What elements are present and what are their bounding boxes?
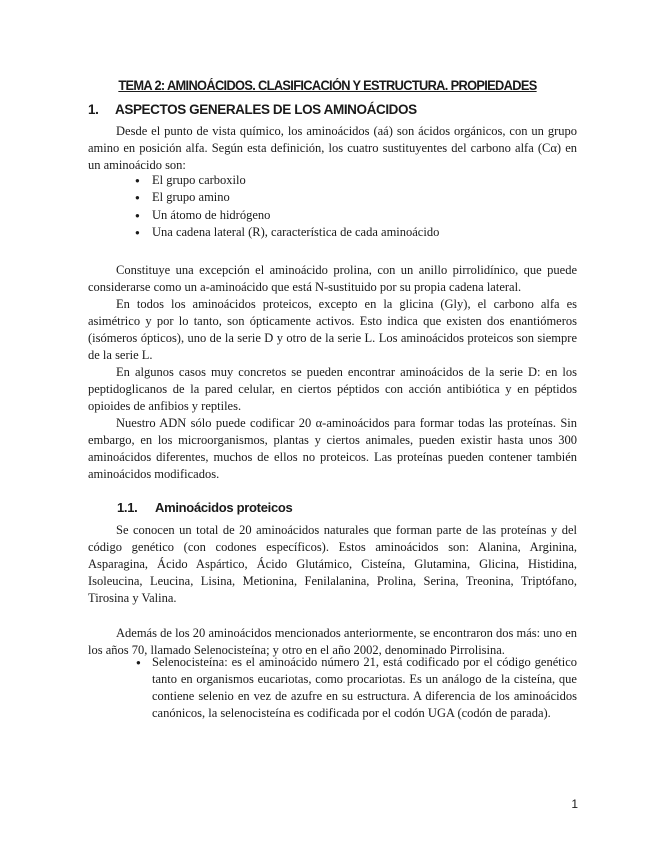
paragraph-2: Constituye una excepción el aminoácido prolina, con un anillo pirrolidínico, que puede considerarse como un a-aminoácido que está N-sustituido por su propia cadena lateral. (88, 263, 577, 294)
section-heading-1-1 (117, 500, 292, 515)
paragraph-1: Desde el punto de vista químico, los aminoácidos (aá) son ácidos orgánicos, con un grupo amino en posición alfa. Según esta definición, los cuatro sustituyentes del carbono alfa (Cα) en un aminoácido son: (88, 124, 577, 172)
list-item: ● Un átomo de hidrógeno (135, 207, 439, 224)
paragraph-7: Además de los 20 aminoácidos mencionados anteriormente, se encontraron dos más: uno en los años 70, llamado Selenocisteína; y otro en el año 2002, denominado Pirrolisina. (88, 626, 577, 657)
document-title: TEMA 2: AMINOÁCIDOS. CLASIFICACIÓN Y ESTRUCTURA. PROPIEDADES (118, 78, 537, 93)
paragraph-3: En todos los aminoácidos proteicos, excepto en la glicina (Gly), el carbono alfa es asimétrico y por lo tanto, son ópticamente activos. Esto indica que existen dos enantiómeros (isómeros ópticos), uno de la serie D y otro de la serie L. Los aminoácidos proteicos son siempre de la serie L. (88, 297, 577, 362)
section-heading-1 (88, 102, 417, 117)
list-item: ● Una cadena lateral (R), característica de cada aminoácido (135, 224, 439, 241)
page-number: 1 (571, 797, 578, 811)
section-title: Aminoácidos proteicos (155, 500, 293, 515)
paragraph-5: Nuestro ADN sólo puede codificar 20 α-aminoácidos para formar todas las proteínas. Sin embargo, en los microorganismos, plantas y ciertos animales, pueden existir hasta unos 300 aminoácidos diferentes, muchos de ellos no proteicos. Las proteínas pueden contener también aminoácidos modificados. (88, 416, 577, 481)
list-item: ● El grupo amino (135, 189, 439, 206)
bullet-list-extra-aminoacids (136, 654, 577, 722)
paragraph-4: En algunos casos muy concretos se pueden encontrar aminoácidos de la serie D: en los peptidoglicanos de la pared celular, en ciertos péptidos con acción antibiótica y en péptidos opioides de anfibios y reptiles. (88, 365, 577, 413)
section-number: 1. (88, 102, 99, 117)
section-title: ASPECTOS GENERALES DE LOS AMINOÁCIDOS (115, 102, 417, 117)
paragraph-6: Se conocen un total de 20 aminoácidos naturales que forman parte de las proteínas y del código genético (con codones específicos). Estos aminoácidos son: Alanina, Arginina, Asparagina, Ácido Aspártico, Ácido Glutámico, Cisteína, Glutamina, Glicina, Histidina, Isoleucina, Leucina, Lisina, Metionina, Fenilalanina, Prolina, Serina, Treonina, Triptófano, Tirosina y Valina. (88, 523, 577, 605)
section-number: 1.1. (117, 500, 138, 515)
list-item: ● El grupo carboxilo (135, 172, 439, 189)
bullet-list-substituents (135, 172, 439, 241)
list-item: ● Selenocisteína: es el aminoácido número 21, está codificado por el código genético tanto en organismos eucariotas, como procariotas. Es un análogo de la cisteína, que contiene selenio en vez de azufre en su estructura. A diferencia de los aminoácidos canónicos, la selenocisteína es codificada por el codón UGA (codón de parada). (136, 654, 577, 722)
